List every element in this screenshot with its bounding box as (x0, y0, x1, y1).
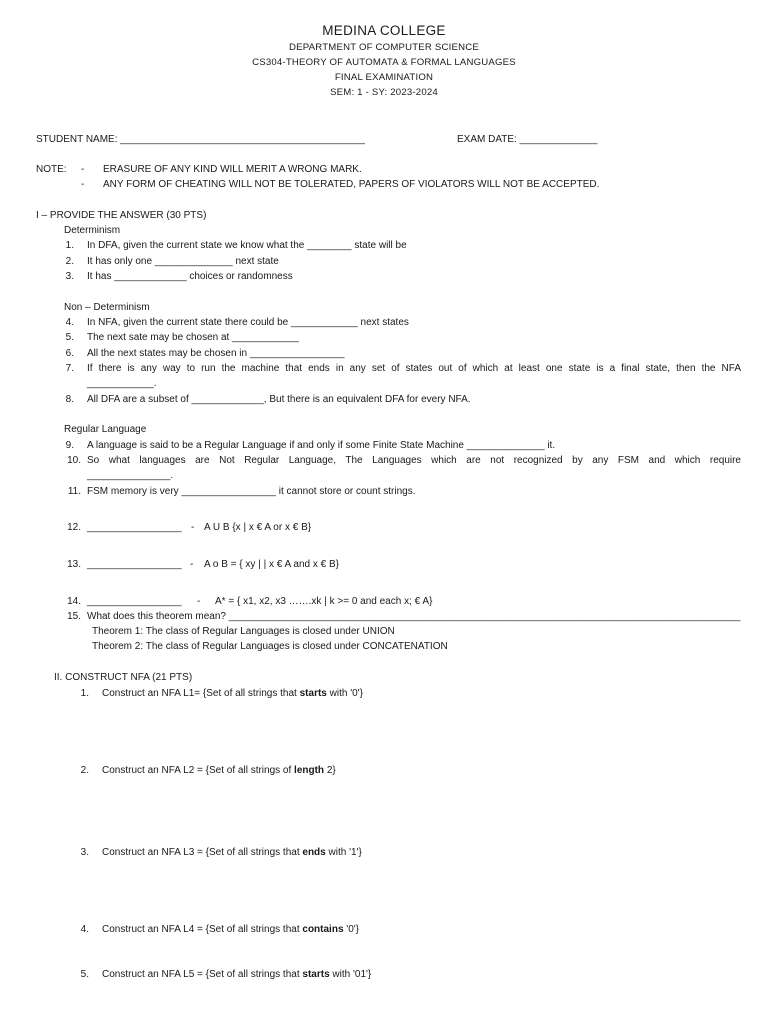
question-text: A* = { x1, x2, x3 …….xk | k >= 0 and each x; € A} (215, 596, 433, 607)
course-title: CS304-THEORY OF AUTOMATA & FORMAL LANGUAGES (252, 57, 516, 68)
question-text: It has _____________ choices or randomness (87, 271, 293, 282)
question-number: 10. (67, 455, 81, 466)
question-text: In NFA, given the current state there could be ____________ next states (87, 317, 409, 328)
section-heading: Determinism (64, 225, 121, 236)
op-dash: - (191, 522, 195, 533)
exam-date-field: EXAM DATE: ______________ (457, 134, 598, 145)
question-text: All the next states may be chosen in _________________ (87, 348, 345, 359)
op-dash: - (190, 559, 194, 570)
theorem-text: Theorem 1: The class of Regular Languages is closed under UNION (92, 626, 395, 637)
nfa-question: Construct an NFA L1= {Set of all strings that starts with '0'} (102, 688, 363, 699)
question-number: 12. (67, 522, 81, 533)
question-number: 2. (65, 256, 74, 267)
answer-blank: _________________ (87, 596, 182, 607)
question-number: 3. (65, 271, 74, 282)
question-number: 6. (65, 348, 74, 359)
question-text: So what languages are Not Regular Language, The Languages which are not recognized by any FSM and which require (87, 455, 741, 466)
question-number: 3. (80, 847, 89, 858)
question-text: FSM memory is very _________________ it cannot store or count strings. (87, 486, 416, 497)
question-text: In DFA, given the current state we know what the ________ state will be (87, 240, 407, 251)
part2-title: II. CONSTRUCT NFA (21 PTS) (54, 672, 193, 683)
question-text-cont: _______________. (87, 470, 174, 481)
question-number: 2. (80, 765, 89, 776)
answer-blank: _________________ (87, 522, 182, 533)
question-text: The next sate may be chosen at ____________ (87, 332, 299, 343)
question-text: What does this theorem mean? ____________________________________________________________________________________________ (87, 611, 741, 622)
question-number: 14. (67, 596, 81, 607)
part1-title: I – PROVIDE THE ANSWER (30 PTS) (36, 210, 207, 221)
theorem-text: Theorem 2: The class of Regular Languages is closed under CONCATENATION (92, 641, 448, 652)
question-number: 1. (80, 688, 89, 699)
question-number: 8. (65, 394, 74, 405)
semester: SEM: 1 - SY: 2023-2024 (330, 87, 438, 98)
question-text: It has only one ______________ next state (87, 256, 279, 267)
question-number: 4. (65, 317, 74, 328)
department: DEPARTMENT OF COMPUTER SCIENCE (289, 42, 479, 53)
note-dash: - (81, 164, 85, 175)
answer-blank: _________________ (87, 559, 182, 570)
question-number: 5. (65, 332, 74, 343)
question-number: 11. (67, 486, 81, 497)
college-name: MEDINA COLLEGE (322, 23, 446, 38)
note-item: ANY FORM OF CHEATING WILL NOT BE TOLERATED, PAPERS OF VIOLATORS WILL NOT BE ACCEPTED. (103, 179, 600, 190)
nfa-question: Construct an NFA L4 = {Set of all strings that contains '0'} (102, 924, 360, 935)
question-text: A o B = { xy | | x € A and x € B} (204, 559, 340, 570)
student-name-field: STUDENT NAME: ____________________________________________ (36, 134, 365, 145)
nfa-question: Construct an NFA L3 = {Set of all strings that ends with '1'} (102, 847, 362, 858)
question-text: All DFA are a subset of _____________, But there is an equivalent DFA for every NFA. (87, 394, 471, 405)
question-text: A language is said to be a Regular Language if and only if some Finite State Machine ______________ it. (87, 440, 556, 451)
question-text: A U B {x | x € A or x € B} (204, 522, 312, 533)
question-text-cont: ____________. (87, 378, 157, 389)
question-text: If there is any way to run the machine that ends in any set of states out of which at least one state is a final state, then the NFA (87, 363, 741, 374)
question-number: 7. (65, 363, 74, 374)
section-heading: Regular Language (64, 424, 147, 435)
question-number: 13. (67, 559, 81, 570)
op-dash: - (197, 596, 201, 607)
exam-title: FINAL EXAMINATION (334, 72, 434, 83)
nfa-question: Construct an NFA L2 = {Set of all strings of length 2} (102, 765, 336, 776)
question-number: 4. (80, 924, 89, 935)
note-label: NOTE: (36, 164, 67, 175)
note-dash: - (81, 179, 85, 190)
section-heading: Non – Determinism (64, 302, 150, 313)
question-number: 5. (80, 969, 89, 980)
question-number: 1. (65, 240, 74, 251)
nfa-question: Construct an NFA L5 = {Set of all strings that starts with '01'} (102, 969, 372, 980)
note-item: ERASURE OF ANY KIND WILL MERIT A WRONG MARK. (103, 164, 362, 175)
question-number: 9. (65, 440, 74, 451)
question-number: 15. (67, 611, 81, 622)
